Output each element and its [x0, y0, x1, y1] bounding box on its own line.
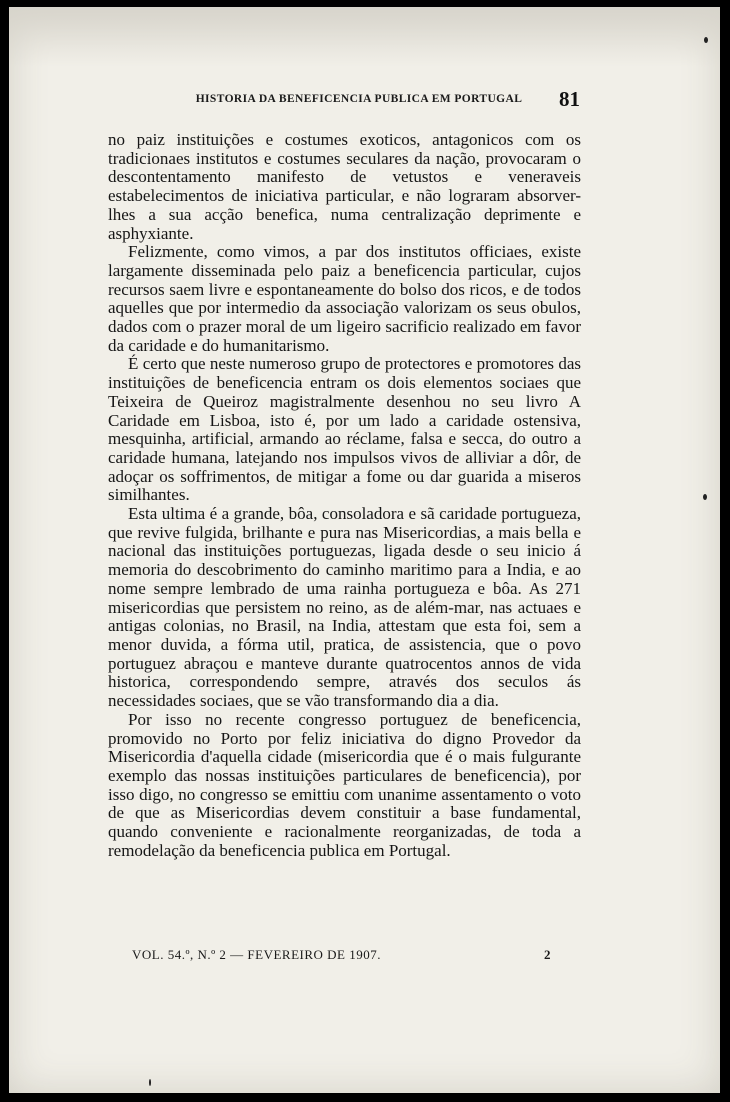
paragraph: É certo que neste numeroso grupo de protectores e promotores das instituições de beneficencia entram os dois elementos sociaes que Teixeira de Queiroz magistralmente desenhou no seu livro A Caridade em Lisboa, isto é, por um lado a caridade ostensiva, mesquinha, artificial, armando ao réclame, falsa e secca, do outro a caridade humana, latejando nos impulsos vivos de alliviar a dôr, de adoçar os soffrimentos, de mitigar a fome ou dar guarida a miseros similhantes.	[108, 354, 581, 505]
volume-footer: VOL. 54.º, N.º 2 — FEVEREIRO DE 1907.	[132, 947, 381, 962]
running-head: HISTORIA DA BENEFICENCIA PUBLICA EM PORTUGAL	[195, 93, 523, 105]
ink-speck	[704, 37, 708, 43]
paragraph: no paiz instituições e costumes exoticos, antagonicos com os tradicionaes institutos e costumes seculares da nação, provocaram o descontentamento manifesto de vetustos e veneraveis estabelecimentos de iniciativa particular, e não lograram absorver-lhes a sua acção benefica, numa centralização deprimente e asphyxiante.	[108, 130, 581, 243]
paragraph: Felizmente, como vimos, a par dos institutos officiaes, existe largamente disseminada pelo paiz a beneficencia particular, cujos recursos saem livre e espontaneamente do bolso dos ricos, e de todos aquelles que por intermedio da associação valorizam os seus obulos, dados com o prazer moral de um ligeiro sacrificio realizado em favor da caridade e do humanitarismo.	[108, 242, 581, 355]
ink-speck	[703, 494, 707, 500]
signature-mark: 2	[544, 947, 551, 962]
body-text	[108, 131, 581, 860]
ink-speck	[149, 1079, 151, 1086]
page-edge-shadow	[9, 7, 720, 67]
page-number: 81	[559, 87, 580, 111]
book-page	[9, 7, 720, 1093]
paragraph: Esta ultima é a grande, bôa, consoladora e sã caridade portugueza, que revive fulgida, brilhante e pura nas Misericordias, a mais bella e nacional das instituições portuguezas, ligada desde o seu inicio á memoria do descobrimento do caminho maritimo para a India, e ao nome sempre lembrado de uma rainha portugueza e bôa. As 271 misericordias que persistem no reino, as de além-mar, nas actuaes e antigas colonias, no Brasil, na India, attestam que esta foi, sem a menor duvida, a fórma util, pratica, de assistencia, que o povo portuguez abraçou e manteve durante quatrocentos annos de vida historica, correspondendo sempre, através dos seculos ás necessidades sociaes, que se vão transformando dia a dia.	[108, 504, 581, 711]
paragraph: Por isso no recente congresso portuguez de beneficencia, promovido no Porto por feliz iniciativa do digno Provedor da Misericordia d'aquella cidade (misericordia que é o mais fulgurante exemplo das nossas instituições particulares de beneficencia), por isso digo, no congresso se emittiu com unanime assentamento o voto de que as Misericordias devem constituir a base fundamental, quando conveniente e racionalmente reorganizadas, de toda a remodelação da beneficencia publica em Portugal.	[108, 709, 581, 860]
